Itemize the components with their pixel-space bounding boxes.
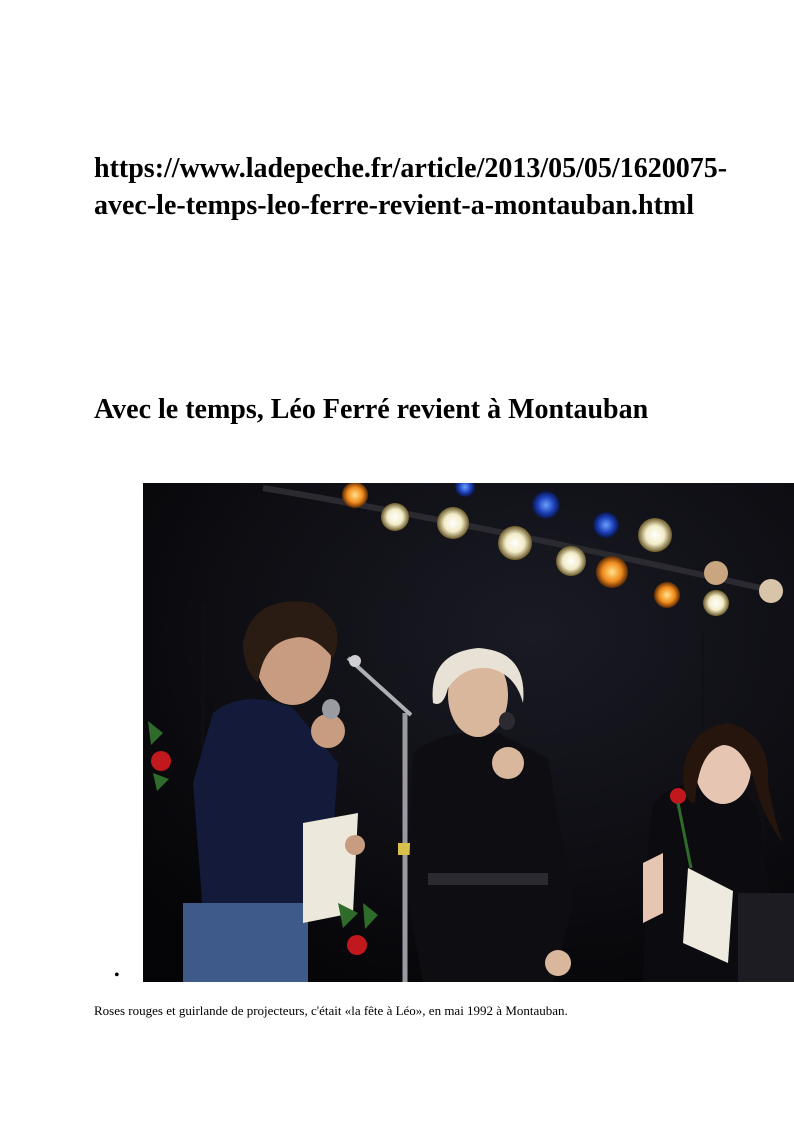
article-title: Avec le temps, Léo Ferré revient à Montauban (94, 394, 649, 425)
source-url-heading: https://www.ladepeche.fr/article/2013/05/05/1620075-avec-le-temps-leo-ferre-revient-a-montauban.html (94, 153, 728, 221)
concert-photo (143, 483, 794, 982)
list-bullet: • (114, 967, 120, 984)
photo-caption: Roses rouges et guirlande de projecteurs, c'était «la fête à Léo», en mai 1992 à Montauban. (94, 1003, 568, 1018)
